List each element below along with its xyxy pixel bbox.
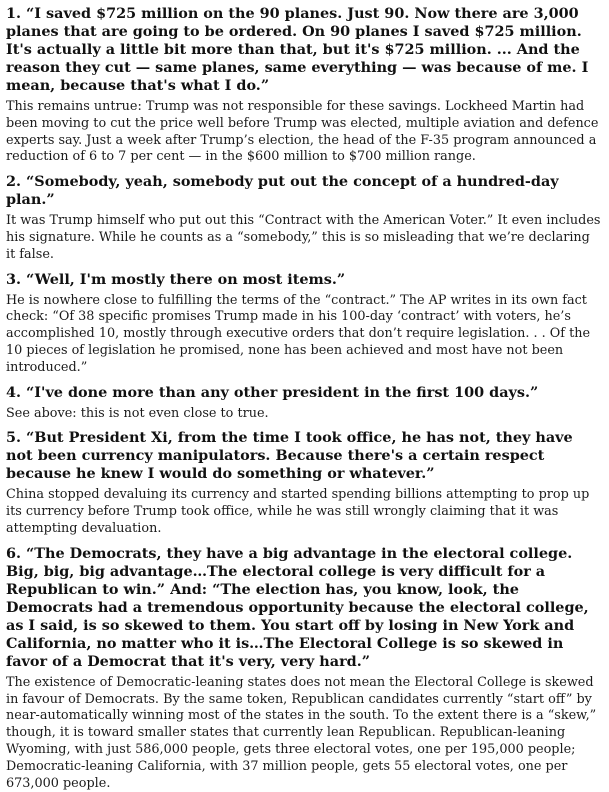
claim-quote: 1. “I saved $725 million on the 90 planes. Just 90. Now there are 3,000 planes that are going to be ordered. On 90 planes I saved $725 million. It's actually a little bit more than that, but it's $725 million. ... And the reason they cut — same planes, same everything — was because of me. I mean, because that's what I do.” xyxy=(6,5,589,94)
claim-explanation: It was Trump himself who put out this “Contract with the American Voter.” It even includes his signature. While he counts as a “somebody,” this is so misleading that we’re declaring it false. xyxy=(6,213,601,262)
fact-check-item-2 xyxy=(6,173,603,263)
fact-check-item-1 xyxy=(6,5,603,166)
claim-explanation: China stopped devaluing its currency and started spending billions attempting to prop up its currency before Trump took office, while he was still wrongly claiming that it was attempting devaluation. xyxy=(6,487,590,536)
claim-quote: 6. “The Democrats, they have a big advantage in the electoral college. Big, big, big advantage…The electoral college is very difficult for a Republican to win.” And: “The election has, you know, look, the Democrats had a tremendous opportunity because the electoral college, as I said, is so skewed to them. You start off by losing in New York and California, no matter who it is…The Electoral College is so skewed in favor of a Democrat that it's very, very hard.” xyxy=(6,544,589,670)
claim-explanation: He is nowhere close to fulfilling the terms of the “contract.” The AP writes in its own fact check: “Of 38 specific promises Trump made in his 100-day ‘contract’ with voters, he’s accomplished 10, mostly through executive orders that don’t require legislation. . . Of the 10 pieces of legislation he promised, none has been achieved and most have not been introduced.” xyxy=(6,292,591,375)
fact-check-item-6 xyxy=(6,545,603,792)
claim-explanation: See above: this is not even close to true. xyxy=(6,405,269,421)
fact-check-item-5 xyxy=(6,429,603,537)
claim-explanation: The existence of Democratic-leaning states does not mean the Electoral College is skewed in favour of Democrats. By the same token, Republican candidates currently “start off” by near-automatically winning most of the states in the south. To the extent there is a “skew,” though, it is toward smaller states that currently lean Republican. Republican-leaning Wyoming, with just 586,000 people, gets three electoral votes, one per 195,000 people; Democratic-leaning California, with 37 million people, gets 55 electoral votes, one per 673,000 people. xyxy=(6,674,597,791)
claim-quote: 5. “But President Xi, from the time I took office, he has not, they have not been currency manipulators. Because there's a certain respect because he knew I would do something or whatever.” xyxy=(6,429,573,483)
claim-quote: 2. “Somebody, yeah, somebody put out the concept of a hundred-day plan.” xyxy=(6,173,559,209)
claim-explanation: This remains untrue: Trump was not responsible for these savings. Lockheed Martin had been moving to cut the price well before Trump was elected, multiple aviation and defence experts say. Just a week after Trump’s election, the head of the F-35 program announced a reduction of 6 to 7 per cent — in the $600 million to $700 million range. xyxy=(6,99,599,165)
fact-check-item-4 xyxy=(6,384,603,423)
fact-check-item-3 xyxy=(6,271,603,377)
claim-quote: 4. “I've done more than any other president in the first 100 days.” xyxy=(6,383,539,401)
claim-quote: 3. “Well, I'm mostly there on most items.” xyxy=(6,270,346,288)
